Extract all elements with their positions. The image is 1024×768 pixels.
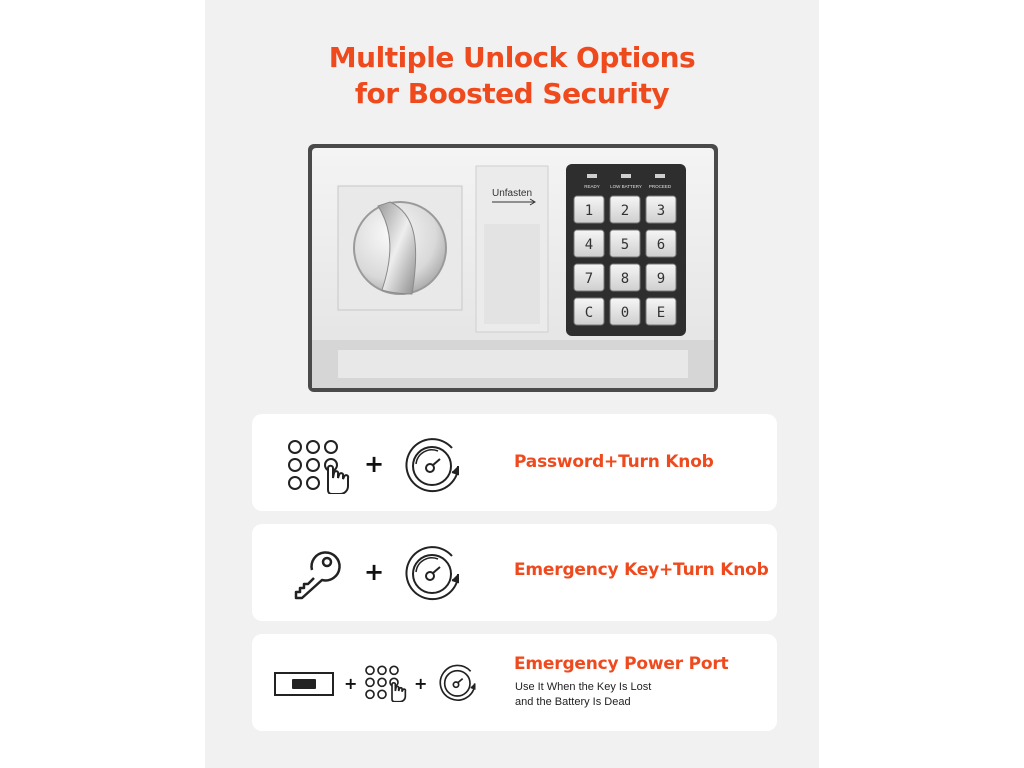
- option-label: Emergency Key+Turn Knob: [514, 560, 769, 580]
- turn-knob-icon: [400, 542, 466, 602]
- power-port-icon: [274, 672, 334, 696]
- keypad-key-label: 9: [656, 271, 666, 287]
- option-label: Password+Turn Knob: [514, 452, 714, 472]
- indicator-label: PROCEED: [648, 184, 672, 189]
- keypad-key-9[interactable]: [646, 264, 676, 291]
- indicator-label: READY: [584, 184, 600, 189]
- keypad-icon: [364, 664, 408, 702]
- page-title: [205, 40, 819, 112]
- keypad-key-2[interactable]: [610, 196, 640, 223]
- plus-sign: +: [364, 450, 385, 478]
- keypad-key-label: 7: [584, 271, 594, 287]
- keypad-key-5[interactable]: [610, 230, 640, 257]
- keypad-key-1[interactable]: [574, 196, 604, 223]
- title-line-1: Multiple Unlock Options: [328, 41, 696, 74]
- title-line-2: for Boosted Security: [354, 77, 670, 110]
- option-sub-line-2: and the Battery Is Dead: [515, 696, 631, 708]
- keypad-key-label: 1: [584, 203, 594, 219]
- keypad-icon: [286, 438, 352, 494]
- keypad-key-0[interactable]: [610, 298, 640, 325]
- option-card-password: [252, 414, 777, 511]
- keypad-key-E[interactable]: [646, 298, 676, 325]
- keypad-key-label: C: [584, 305, 594, 321]
- keypad-key-label: E: [656, 305, 666, 321]
- indicator-label: LOW BATTERY: [610, 184, 642, 189]
- plus-sign: +: [364, 558, 385, 586]
- indicator-led: [621, 174, 631, 178]
- unfasten-label: Unfasten: [492, 188, 533, 199]
- keypad-key-8[interactable]: [610, 264, 640, 291]
- keypad-key-label: 3: [656, 203, 666, 219]
- keypad-key-label: 8: [620, 271, 630, 287]
- key-icon: [288, 548, 344, 600]
- indicator-led: [587, 174, 597, 178]
- indicator-led: [655, 174, 665, 178]
- keypad-key-label: 2: [620, 203, 630, 219]
- keypad-key-label: 0: [620, 305, 630, 321]
- keypad-key-4[interactable]: [574, 230, 604, 257]
- keypad-key-C[interactable]: [574, 298, 604, 325]
- keypad-key-label: 5: [620, 237, 630, 253]
- safe-lock-panel: [308, 144, 718, 392]
- turn-knob-icon: [436, 662, 480, 702]
- keypad-key-7[interactable]: [574, 264, 604, 291]
- keypad-key-label: 6: [656, 237, 666, 253]
- keypad-key-label: 4: [584, 237, 594, 253]
- turn-knob-icon: [400, 434, 466, 494]
- option-card-emergency-key: [252, 524, 777, 621]
- keypad-key-6[interactable]: [646, 230, 676, 257]
- option-sub-line-1: Use It When the Key Is Lost: [515, 681, 652, 693]
- option-card-power-port: [252, 634, 777, 731]
- keypad-key-3[interactable]: [646, 196, 676, 223]
- plus-sign: +: [414, 674, 428, 693]
- option-label: Emergency Power Port: [514, 654, 729, 674]
- plus-sign: +: [344, 674, 358, 693]
